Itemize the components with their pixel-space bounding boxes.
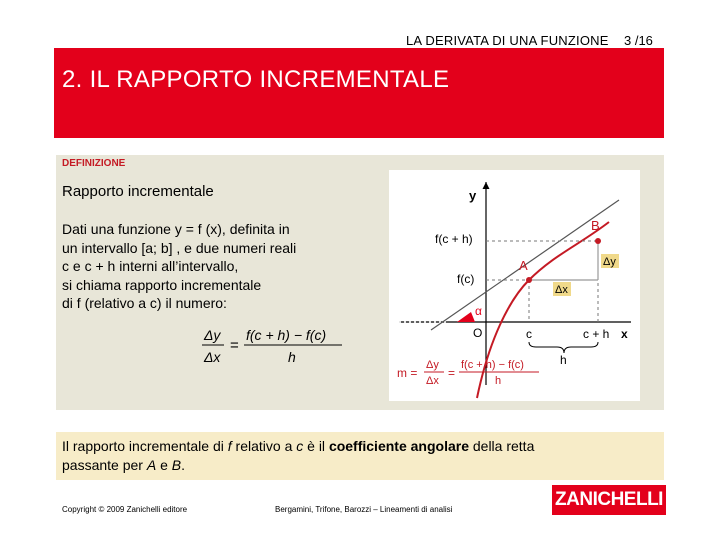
definition-line: un intervallo [a; b] , e due numeri reali	[62, 239, 297, 256]
presentation-title: LA DERIVATA DI UNA FUNZIONE	[406, 33, 609, 48]
y-axis-label: y	[469, 188, 477, 203]
slope-den2: h	[495, 375, 502, 387]
y-tick-lower: f(c)	[457, 272, 475, 286]
note-box	[56, 432, 664, 480]
y-tick-upper: f(c + h)	[435, 232, 473, 246]
brace-label: h	[560, 353, 567, 367]
point-a	[526, 277, 532, 283]
copyright: Copyright © 2009 Zanichelli editore	[62, 505, 188, 514]
note-text: Il rapporto incrementale di f relativo a c è il coefficiente angolare della retta passante per A e B.	[62, 438, 535, 473]
slope-den1: Δx	[426, 375, 439, 387]
definition-body	[62, 220, 347, 313]
h-brace	[529, 342, 598, 353]
point-b-label: B	[591, 218, 600, 233]
delta-y-label: Δy	[603, 256, 616, 268]
definition-line: c e c + h interni all’intervallo,	[62, 258, 239, 274]
formula-rhs-denominator: h	[288, 349, 296, 365]
delta-x-label: Δx	[555, 284, 568, 296]
definition-line: di f (relativo a c) il numero:	[62, 295, 227, 311]
x-tick-right: c + h	[583, 327, 610, 341]
section-banner	[54, 48, 664, 138]
definition-heading: Rapporto incrementale	[62, 183, 214, 200]
point-a-label: A	[519, 258, 528, 273]
definition-line: Dati una funzione y = f (x), definita in	[62, 221, 290, 237]
formula-lhs-numerator: Δy	[204, 327, 221, 343]
point-b	[595, 238, 601, 244]
definition-label: DEFINIZIONE	[62, 158, 126, 169]
slope-eq: =	[448, 366, 456, 380]
formula-rhs-numerator: f(c + h) − f(c)	[246, 327, 327, 343]
section-title: 2. IL RAPPORTO INCREMENTALE	[62, 66, 450, 93]
authors: Bergamini, Trifone, Barozzi – Lineamenti di analisi	[275, 505, 453, 514]
page-number: 3 /16	[624, 33, 653, 48]
definition-line: si chiama rapporto incrementale	[62, 276, 262, 293]
alpha-angle	[457, 312, 475, 322]
graph	[389, 170, 640, 401]
origin-label: O	[473, 326, 483, 340]
x-tick-left: c	[526, 327, 532, 341]
slope-num2: f(c + h) − f(c)	[461, 359, 524, 371]
publisher-logo: ZANICHELLI	[552, 485, 666, 515]
formula-equals: =	[230, 337, 239, 354]
slope-m: m =	[397, 366, 418, 380]
x-axis-label: x	[621, 327, 628, 341]
slope-num1: Δy	[426, 359, 439, 371]
incremental-ratio-figure	[389, 170, 640, 401]
alpha-label: α	[475, 304, 482, 318]
formula-lhs-denominator: Δx	[204, 349, 221, 365]
incremental-ratio-formula	[202, 325, 352, 370]
